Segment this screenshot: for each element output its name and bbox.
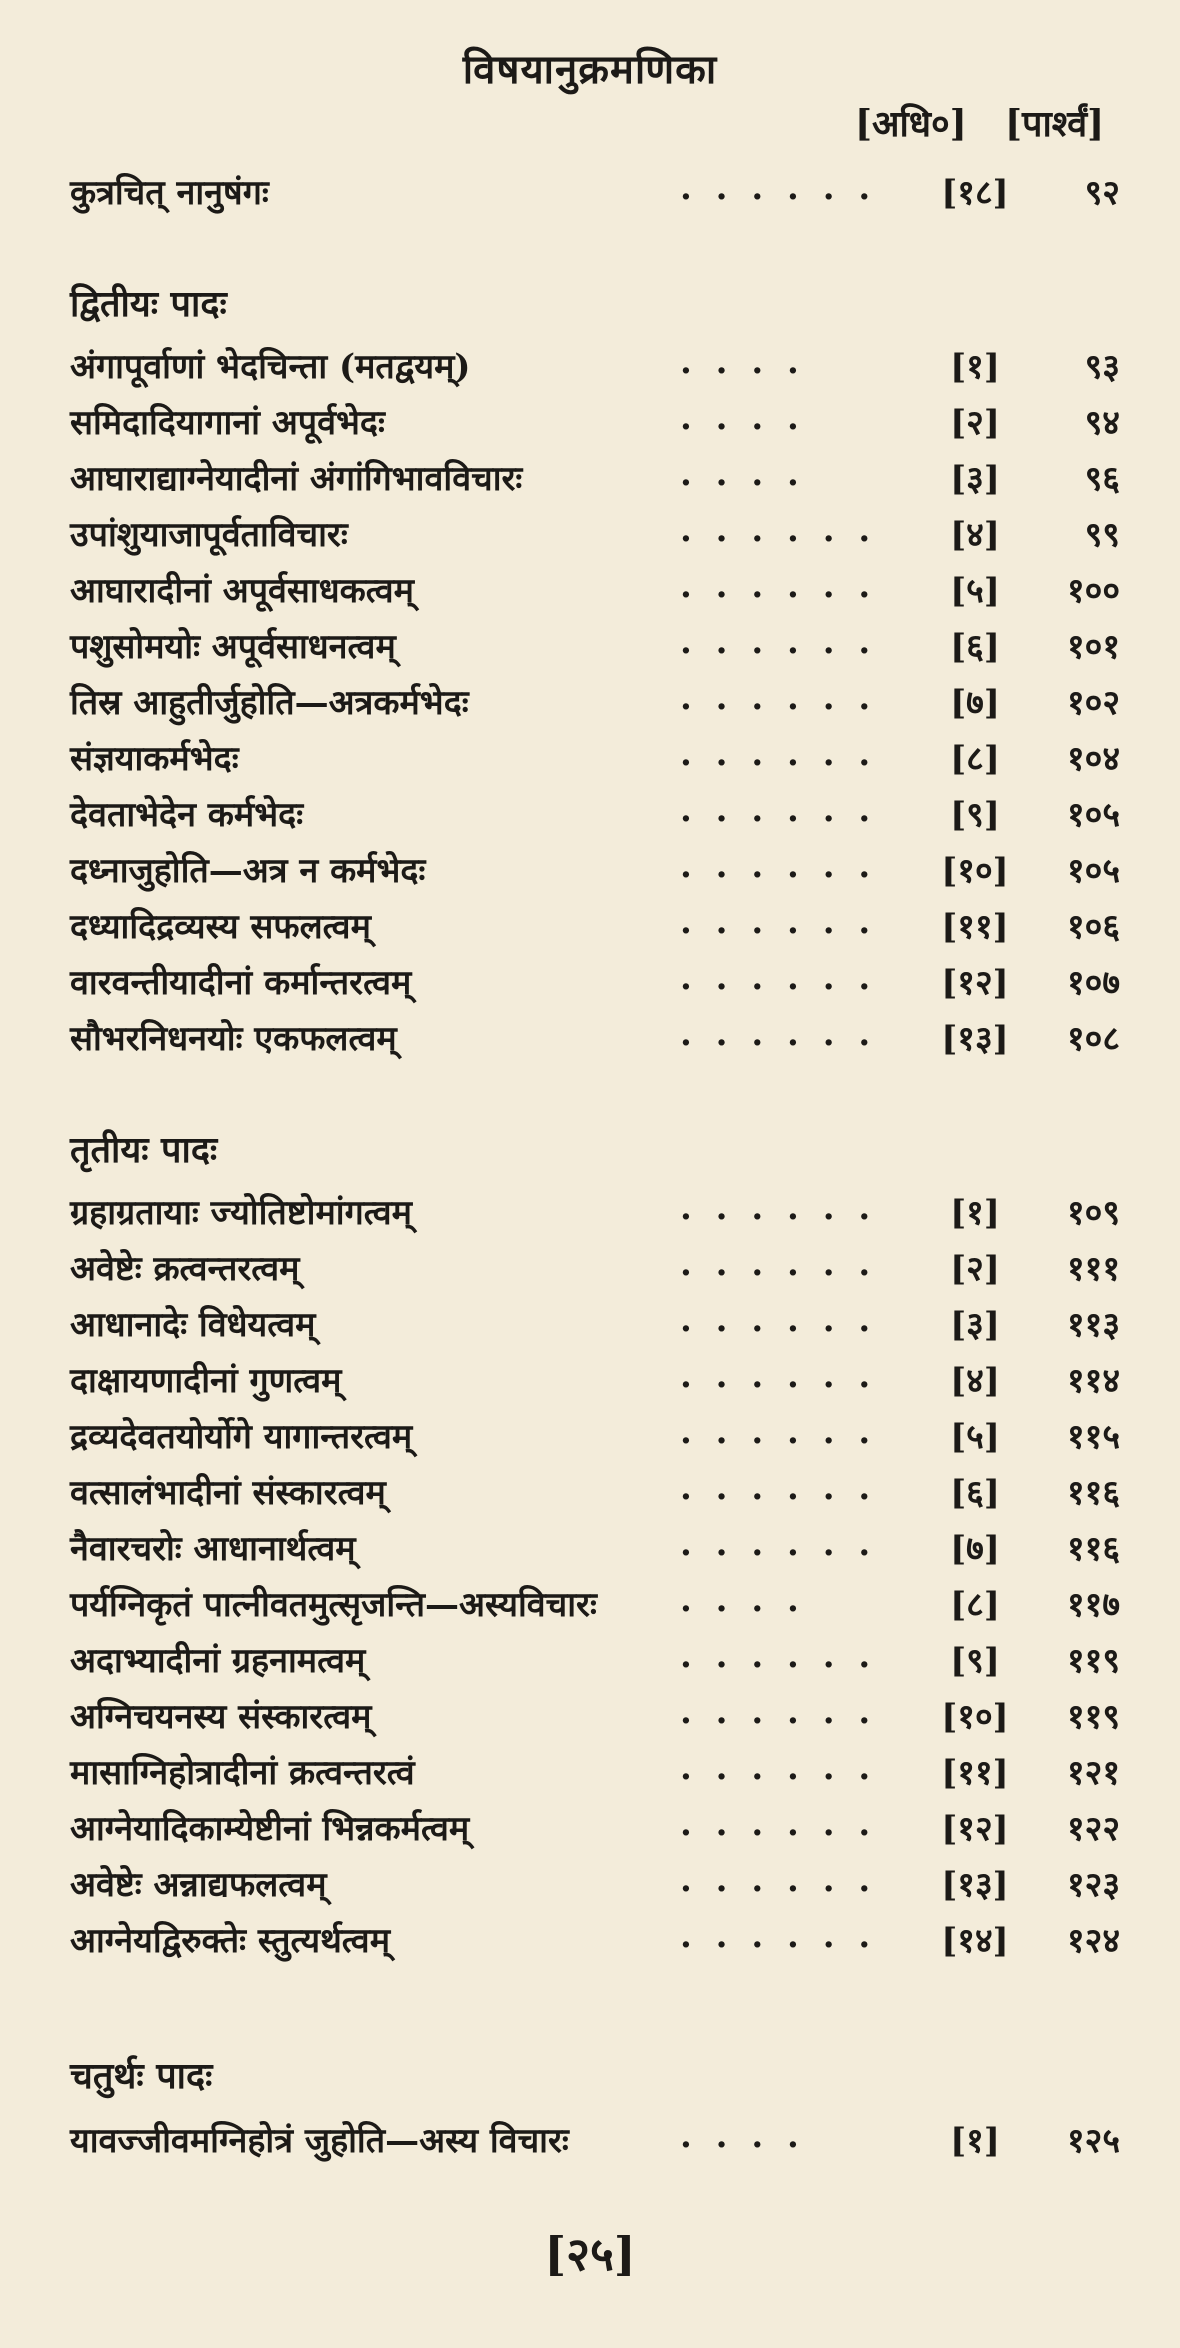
entry-topic: दध्यादिद्रव्यस्य सफलत्वम् (70, 907, 371, 947)
leader-dots: . . . . . . (680, 622, 877, 662)
entry-adhikarana: [१०] (941, 1697, 1009, 1737)
entry-page: १०६ (1066, 907, 1120, 947)
toc-entry (70, 510, 1120, 566)
entry-adhikarana: [९] (950, 795, 1000, 835)
leader-dots: . . . . . . (680, 1188, 877, 1228)
page-number-footer: [२५] (544, 2227, 636, 2281)
entry-page: ९६ (1084, 459, 1120, 499)
leader-dots: . . . . (680, 342, 805, 382)
entry-page: १२५ (1066, 2121, 1120, 2161)
entry-topic: अवेष्टेः क्रत्वन्तरत्वम् (70, 1249, 300, 1289)
toc-entry (70, 1412, 1120, 1468)
entry-page: १०८ (1066, 1019, 1120, 1059)
entry-page: १०१ (1066, 627, 1120, 667)
entry-adhikarana: [२] (950, 403, 1000, 443)
toc-entry (70, 790, 1120, 846)
entry-topic: द्रव्यदेवतयोर्योगे यागान्तरत्वम् (70, 1417, 413, 1457)
leader-dots: . . . . . . (680, 1636, 877, 1676)
leader-dots: . . . . . . (680, 1300, 877, 1340)
section-heading: चतुर्थः पादः (70, 2055, 213, 2097)
entry-adhikarana: [२] (950, 1249, 1000, 1289)
leader-dots: . . . . (680, 454, 805, 494)
entry-page: १०७ (1066, 963, 1120, 1003)
toc-entry (70, 678, 1120, 734)
entry-topic: ग्रहाग्रतायाः ज्योतिष्टोमांगत्वम् (70, 1193, 412, 1233)
entry-topic: वारवन्तीयादीनां कर्मान्तरत्वम् (70, 963, 412, 1003)
entry-page: ९३ (1084, 347, 1120, 387)
entry-adhikarana: [१३] (941, 1019, 1009, 1059)
toc-entry (70, 566, 1120, 622)
toc-entry (70, 1014, 1120, 1070)
leader-dots: . . . . . . (680, 734, 877, 774)
entry-adhikarana: [६] (950, 1473, 1000, 1513)
leader-dots: . . . . . . (680, 1244, 877, 1284)
toc-entry (70, 1636, 1120, 1692)
entry-page: १०९ (1066, 1193, 1120, 1233)
entry-adhikarana: [३] (950, 459, 1000, 499)
leader-dots: . . . . . . (680, 1014, 877, 1054)
leader-dots: . . . . . . (680, 902, 877, 942)
toc-entry (70, 1300, 1120, 1356)
toc-entry (70, 622, 1120, 678)
entry-page: १०० (1066, 571, 1120, 611)
entry-topic: आग्नेयद्विरुक्तेः स्तुत्यर्थत्वम् (70, 1921, 391, 1961)
entry-page: ११९ (1066, 1697, 1120, 1737)
toc-entry (70, 958, 1120, 1014)
entry-topic: आघारादीनां अपूर्वसाधकत्वम् (70, 571, 414, 611)
toc-entry (70, 1916, 1120, 1972)
entry-adhikarana: [१८] (941, 173, 1009, 213)
entry-adhikarana: [५] (950, 1417, 1000, 1457)
toc-entry (70, 168, 1120, 224)
leader-dots: . . . . (680, 1580, 805, 1620)
entry-page: ११४ (1066, 1361, 1120, 1401)
entry-page: ११६ (1066, 1473, 1120, 1513)
toc-entry (70, 1860, 1120, 1916)
toc-entry (70, 1580, 1120, 1636)
entry-topic: समिदादियागानां अपूर्वभेदः (70, 403, 385, 443)
entry-topic: पर्यग्निकृतं पात्नीवतमुत्सृजन्ति—अस्यविचारः (70, 1585, 597, 1625)
entry-adhikarana: [१] (950, 347, 1000, 387)
entry-adhikarana: [११] (941, 907, 1009, 947)
entry-adhikarana: [७] (950, 683, 1000, 723)
section-heading: तृतीयः पादः (70, 1129, 218, 1171)
leader-dots: . . . . . . (680, 846, 877, 886)
toc-entry (70, 734, 1120, 790)
leader-dots: . . . . . . (680, 1468, 877, 1508)
entry-page: ९४ (1084, 403, 1120, 443)
entry-page: ९९ (1084, 515, 1120, 555)
entry-adhikarana: [१२] (941, 1809, 1009, 1849)
leader-dots: . . . . . . (680, 566, 877, 606)
entry-page: १०४ (1066, 739, 1120, 779)
entry-adhikarana: [३] (950, 1305, 1000, 1345)
entry-adhikarana: [१४] (941, 1921, 1009, 1961)
entry-page: १२४ (1066, 1921, 1120, 1961)
toc-entry (70, 1748, 1120, 1804)
toc-entry (70, 902, 1120, 958)
toc-entry (70, 1244, 1120, 1300)
entry-adhikarana: [१२] (941, 963, 1009, 1003)
entry-page: १०५ (1066, 795, 1120, 835)
entry-topic: पशुसोमयोः अपूर्वसाधनत्वम् (70, 627, 396, 667)
entry-topic: कुत्रचित् नानुषंगः (70, 173, 269, 213)
entry-page: ९२ (1084, 173, 1120, 213)
entry-topic: अग्निचयनस्य संस्कारत्वम् (70, 1697, 372, 1737)
toc-entry (70, 846, 1120, 902)
leader-dots: . . . . (680, 2116, 805, 2156)
leader-dots: . . . . (680, 398, 805, 438)
leader-dots: . . . . . . (680, 1524, 877, 1564)
entry-topic: उपांशुयाजापूर्वताविचारः (70, 515, 348, 555)
page-column-header: [पार्श्वं] (1005, 103, 1105, 145)
adhikarana-column-header: [अधि०] (855, 103, 967, 145)
entry-topic: मासाग्निहोत्रादीनां क्रत्वन्तरत्वं (70, 1753, 415, 1793)
entry-page: ११५ (1066, 1417, 1120, 1457)
entry-page: १२३ (1066, 1865, 1120, 1905)
toc-entry (70, 1524, 1120, 1580)
leader-dots: . . . . . . (680, 790, 877, 830)
entry-topic: आघाराद्याग्नेयादीनां अंगांगिभावविचारः (70, 459, 523, 499)
entry-page: १२१ (1066, 1753, 1120, 1793)
leader-dots: . . . . . . (680, 958, 877, 998)
leader-dots: . . . . . . (680, 1860, 877, 1900)
entry-adhikarana: [८] (950, 739, 1000, 779)
page-title: विषयानुक्रमणिका (462, 46, 718, 93)
entry-adhikarana: [६] (950, 627, 1000, 667)
entry-topic: वत्सालंभादीनां संस्कारत्वम् (70, 1473, 386, 1513)
entry-topic: दाक्षायणादीनां गुणत्वम् (70, 1361, 342, 1401)
entry-adhikarana: [१३] (941, 1865, 1009, 1905)
entry-topic: अवेष्टेः अन्नाद्यफलत्वम् (70, 1865, 327, 1905)
leader-dots: . . . . . . (680, 1916, 877, 1956)
toc-entry (70, 454, 1120, 510)
entry-topic: तिस्र आहुतीर्जुहोति—अत्रकर्मभेदः (70, 683, 469, 723)
entry-adhikarana: [५] (950, 571, 1000, 611)
toc-entry (70, 1356, 1120, 1412)
entry-topic: सौभरनिधनयोः एकफलत्वम् (70, 1019, 397, 1059)
toc-entry (70, 1188, 1120, 1244)
entry-page: १०२ (1066, 683, 1120, 723)
leader-dots: . . . . . . (680, 678, 877, 718)
entry-page: ११९ (1066, 1641, 1120, 1681)
entry-adhikarana: [९] (950, 1641, 1000, 1681)
toc-entry (70, 2116, 1120, 2172)
entry-adhikarana: [११] (941, 1753, 1009, 1793)
entry-page: १११ (1066, 1249, 1120, 1289)
toc-entry (70, 1468, 1120, 1524)
leader-dots: . . . . . . (680, 1412, 877, 1452)
entry-adhikarana: [१] (950, 1193, 1000, 1233)
entry-adhikarana: [४] (950, 1361, 1000, 1401)
leader-dots: . . . . . . (680, 1804, 877, 1844)
entry-adhikarana: [१०] (941, 851, 1009, 891)
leader-dots: . . . . . . (680, 168, 877, 208)
leader-dots: . . . . . . (680, 510, 877, 550)
entry-page: १२२ (1066, 1809, 1120, 1849)
entry-page: ११३ (1066, 1305, 1120, 1345)
section-heading: द्वितीयः पादः (70, 283, 227, 325)
entry-adhikarana: [४] (950, 515, 1000, 555)
entry-adhikarana: [७] (950, 1529, 1000, 1569)
leader-dots: . . . . . . (680, 1692, 877, 1732)
leader-dots: . . . . . . (680, 1356, 877, 1396)
toc-entry (70, 398, 1120, 454)
entry-page: ११७ (1066, 1585, 1120, 1625)
entry-topic: दध्नाजुहोति—अत्र न कर्मभेदः (70, 851, 426, 891)
entry-adhikarana: [८] (950, 1585, 1000, 1625)
entry-page: ११६ (1066, 1529, 1120, 1569)
toc-entry (70, 1692, 1120, 1748)
entry-topic: अदाभ्यादीनां ग्रहनामत्वम् (70, 1641, 366, 1681)
entry-topic: अंगापूर्वाणां भेदचिन्ता (मतद्वयम्) (70, 347, 471, 387)
entry-topic: संज्ञयाकर्मभेदः (70, 739, 239, 779)
toc-entry (70, 1804, 1120, 1860)
entry-topic: देवताभेदेन कर्मभेदः (70, 795, 304, 835)
entry-adhikarana: [१] (950, 2121, 1000, 2161)
entry-topic: यावज्जीवमग्निहोत्रं जुहोति—अस्य विचारः (70, 2121, 569, 2161)
leader-dots: . . . . . . (680, 1748, 877, 1788)
entry-topic: आधानादेः विधेयत्वम् (70, 1305, 316, 1345)
toc-entry (70, 342, 1120, 398)
entry-topic: नैवारचरोः आधानार्थत्वम् (70, 1529, 356, 1569)
entry-page: १०५ (1066, 851, 1120, 891)
entry-topic: आग्नेयादिकाम्येष्टीनां भिन्नकर्मत्वम् (70, 1809, 470, 1849)
